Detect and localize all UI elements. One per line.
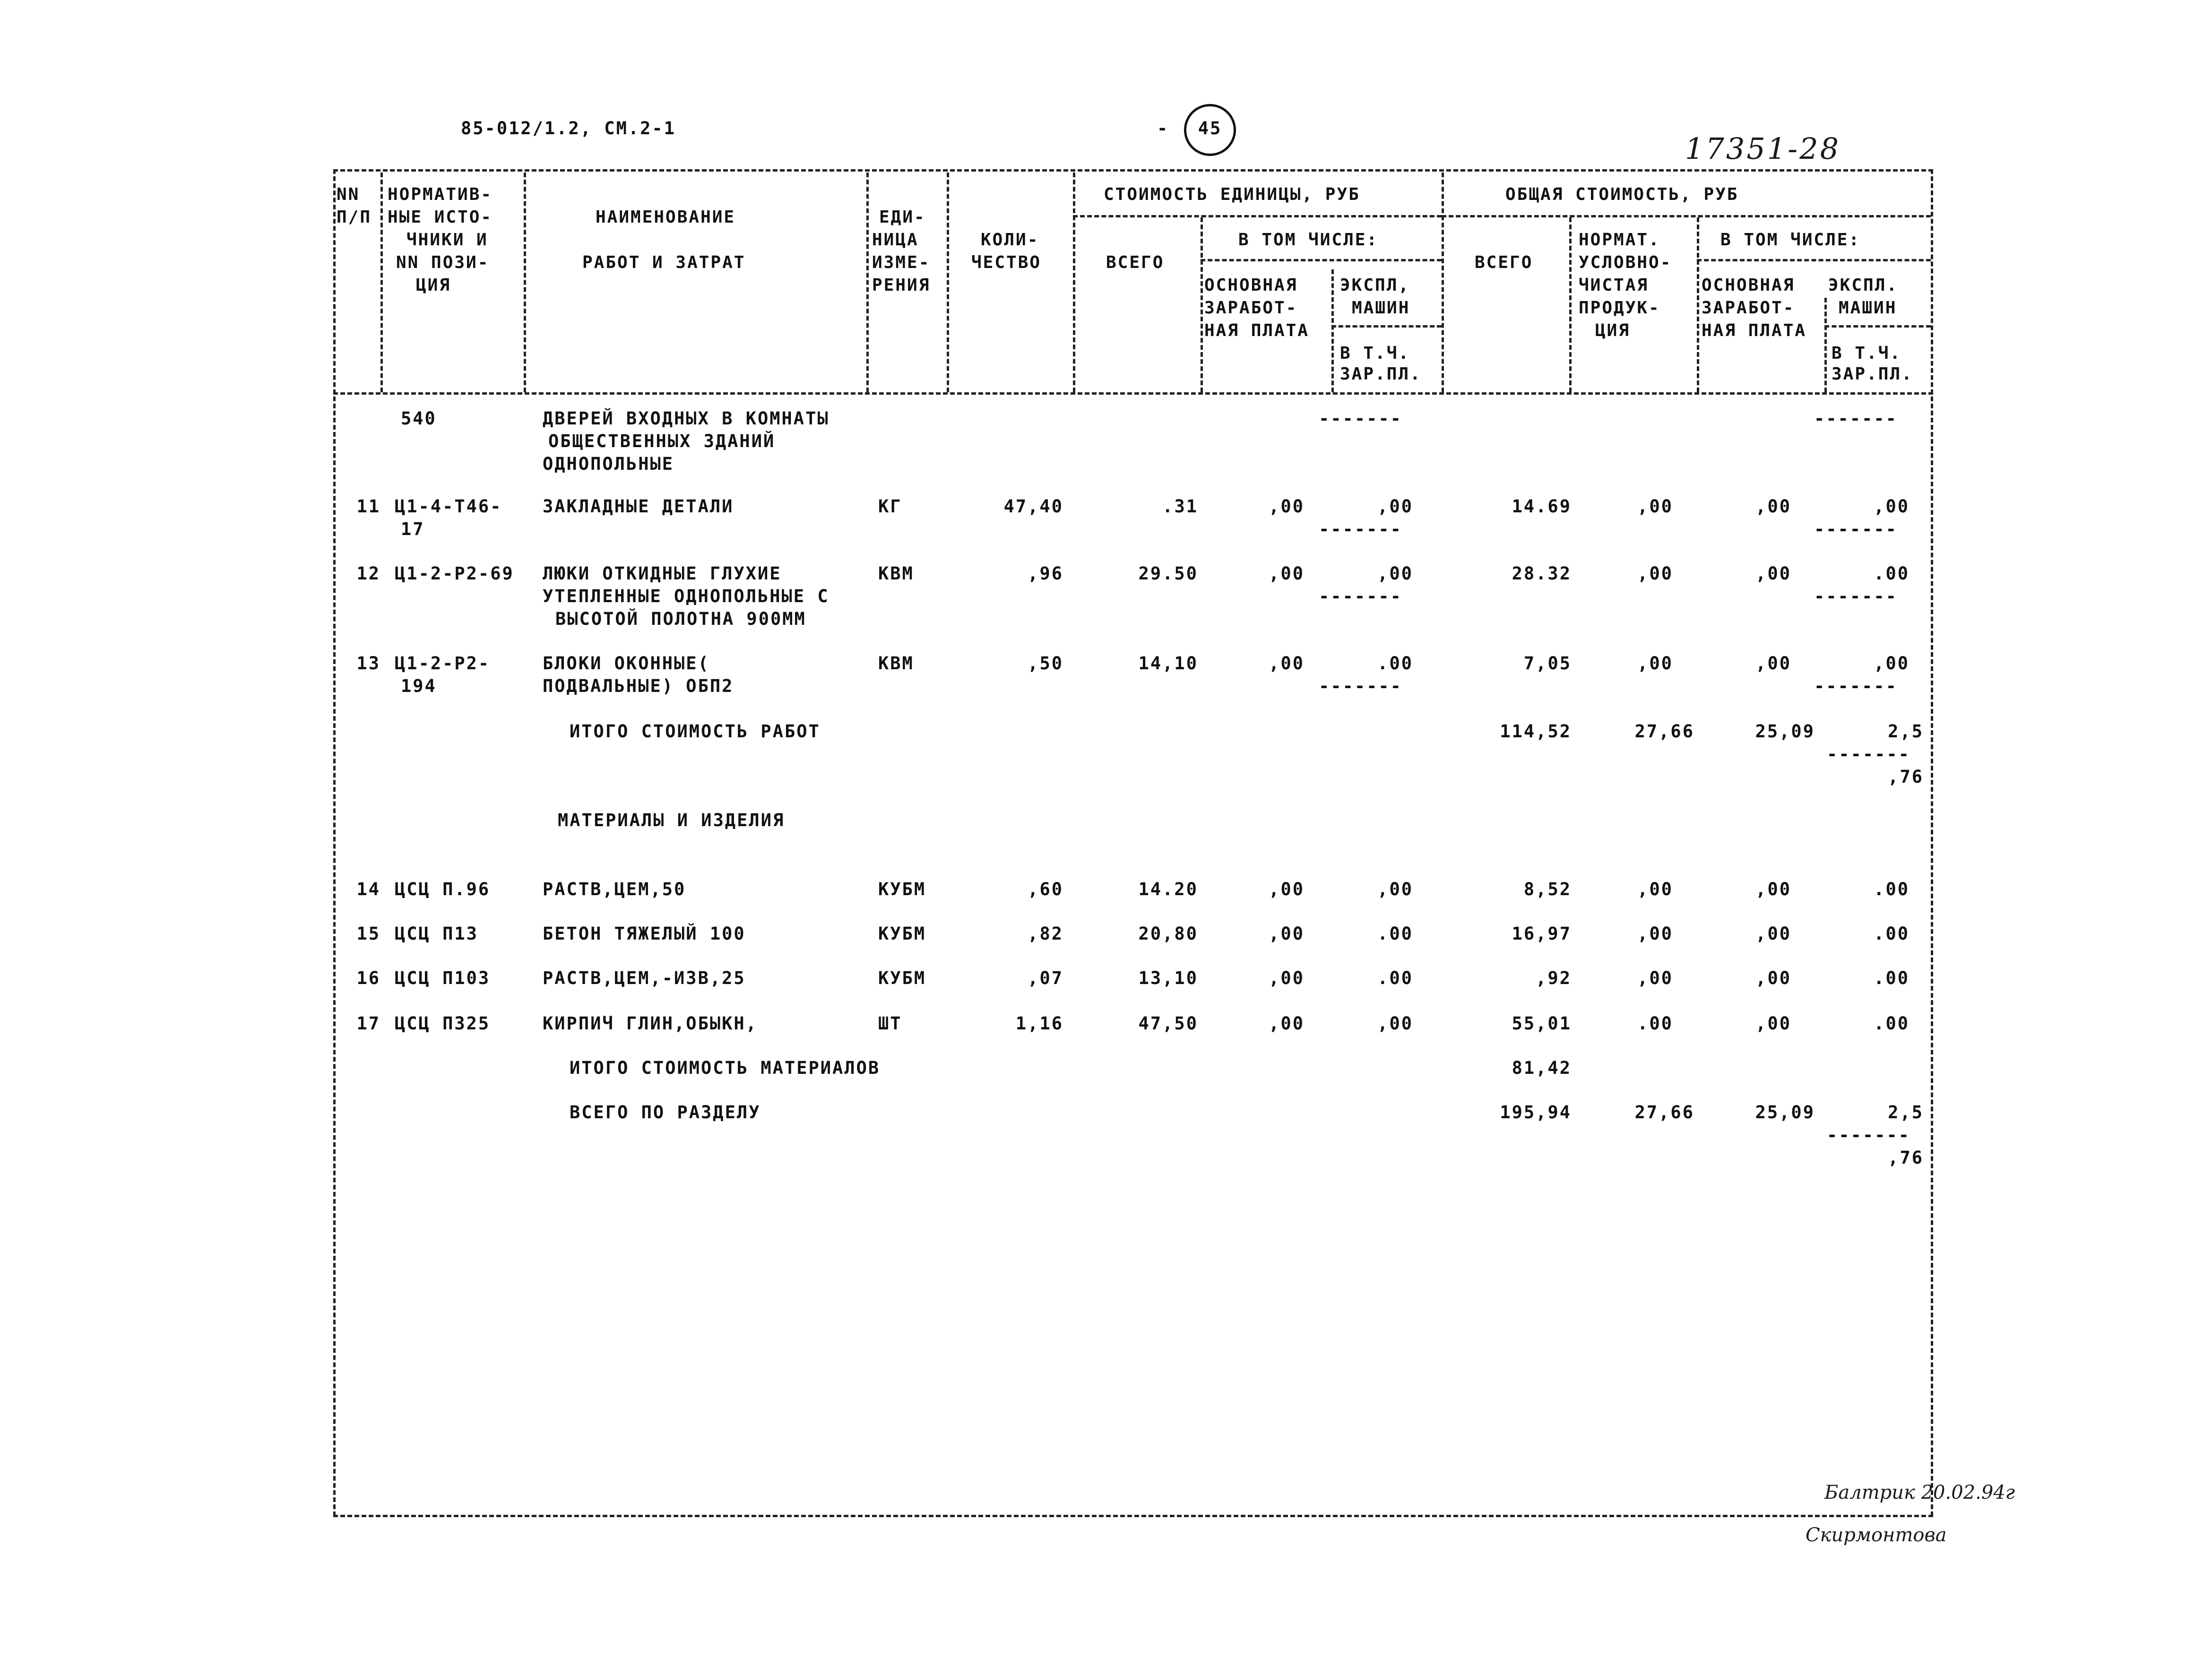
row-14-unit: КУБМ <box>878 879 926 899</box>
row-13-name: ПОДВАЛЬНЫЕ) ОБП2 <box>543 676 734 696</box>
row-15-zp2: ,00 <box>1755 924 1791 944</box>
row-12-zp2: ,00 <box>1755 563 1791 584</box>
row-16-total: ,92 <box>1536 968 1572 988</box>
col-sep <box>1569 217 1572 392</box>
col-sep <box>1824 298 1827 392</box>
col-normat: ЧИСТАЯ <box>1579 276 1649 295</box>
row-15-qty: ,82 <box>1028 924 1063 944</box>
row-12-zp: ,00 <box>1269 563 1305 584</box>
row-14-zp2: ,00 <box>1755 879 1791 899</box>
row-17-zp: ,00 <box>1269 1013 1305 1034</box>
col-qty: КОЛИ- <box>981 230 1039 250</box>
vsego-label: ВСЕГО ПО РАЗДЕЛУ <box>570 1102 761 1123</box>
row-15-nn: 15 <box>356 924 380 944</box>
row-16-zp2: ,00 <box>1755 968 1791 988</box>
col-name: НАИМЕНОВАНИЕ <box>596 207 736 227</box>
row-17-nn: 17 <box>356 1013 380 1034</box>
row-17-cost: 47,50 <box>1138 1013 1198 1034</box>
row-13-sub2: ------- <box>1814 676 1898 696</box>
col-unit-total: ВСЕГО <box>1106 253 1165 272</box>
row-16-normat: ,00 <box>1637 968 1673 988</box>
col-ekspl: МАШИН <box>1352 298 1410 318</box>
row-13-norm: Ц1-2-Р2- <box>395 653 491 674</box>
row-11-ek: ,00 <box>1377 496 1413 517</box>
row-17-ek2: .00 <box>1874 1013 1910 1034</box>
row-13-zp: ,00 <box>1269 653 1305 674</box>
row-11-name: ЗАКЛАДНЫЕ ДЕТАЛИ <box>543 496 734 517</box>
row-15-ek: .00 <box>1377 924 1413 944</box>
header-sub-line <box>1331 325 1442 328</box>
row-15-cost: 20,80 <box>1138 924 1198 944</box>
row-12-total: 28.32 <box>1512 563 1572 584</box>
col-osn-zarplata: ЗАРАБОТ- <box>1204 298 1298 318</box>
col-vtch2: В Т.Ч. <box>1832 344 1902 363</box>
col-sep <box>1442 173 1444 392</box>
col-incl2: В ТОМ ЧИСЛЕ: <box>1720 230 1861 250</box>
col-nn: П/П <box>337 207 372 227</box>
row-17-qty: 1,16 <box>1015 1013 1063 1034</box>
row-12-normat: ,00 <box>1637 563 1673 584</box>
itogo-rabot-label: ИТОГО СТОИМОСТЬ РАБОТ <box>570 721 821 742</box>
row-15-ek2: .00 <box>1874 924 1910 944</box>
vsego-normat: 27,66 <box>1634 1102 1694 1123</box>
col-osn-zarplata: ОСНОВНАЯ <box>1204 276 1298 295</box>
col-sep <box>1201 217 1203 392</box>
row-12-name: УТЕПЛЕННЫЕ ОДНОПОЛЬНЫЕ С <box>543 586 830 606</box>
row-17-total: 55,01 <box>1512 1013 1572 1034</box>
row-13-ek2: ,00 <box>1874 653 1910 674</box>
col-total-total: ВСЕГО <box>1475 253 1533 272</box>
col-qty: ЧЕСТВО <box>971 253 1042 272</box>
row-11-qty: 47,40 <box>1003 496 1063 517</box>
vsego-ek2: 2,5 <box>1888 1102 1924 1123</box>
col-norm: ЧНИКИ И <box>406 230 488 250</box>
row-13-unit: КВМ <box>878 653 914 674</box>
row-11-ek2: ,00 <box>1874 496 1910 517</box>
header-sub-line <box>1824 325 1931 328</box>
header-bottom-border <box>333 392 1933 395</box>
row-14-name: РАСТВ,ЦЕМ,50 <box>543 879 686 899</box>
col-norm: НЫЕ ИСТО- <box>388 207 493 227</box>
row-12-nn: 12 <box>356 563 380 584</box>
col-vtch: В Т.Ч. <box>1340 344 1410 363</box>
col-vtch2: ЗАР.ПЛ. <box>1832 364 1913 384</box>
col-unit: ИЗМЕ- <box>872 253 931 272</box>
col-vtch: ЗАР.ПЛ. <box>1340 364 1422 384</box>
col-ekspl2: ЭКСПЛ. <box>1828 276 1899 295</box>
col-ekspl: ЭКСПЛ, <box>1340 276 1410 295</box>
col-sep <box>524 173 526 392</box>
row-14-norm: ЦСЦ П.96 <box>395 879 491 899</box>
itogo-rabot-total: 114,52 <box>1500 721 1572 742</box>
itogo-rabot-ek2: 2,5 <box>1888 721 1924 742</box>
col-sep <box>866 173 869 392</box>
row-16-qty: ,07 <box>1028 968 1063 988</box>
document-code: 85-012/1.2, СМ.2-1 <box>461 118 676 138</box>
row-16-cost: 13,10 <box>1138 968 1198 988</box>
row-11-sub2: ------- <box>1814 519 1898 539</box>
row-15-unit: КУБМ <box>878 924 926 944</box>
row-13-total: 7,05 <box>1523 653 1572 674</box>
row-11-unit: КГ <box>878 496 902 517</box>
row-12-name: ЛЮКИ ОТКИДНЫЕ ГЛУХИЕ <box>543 563 782 584</box>
vsego-ek2b: ,76 <box>1888 1148 1924 1168</box>
table-bottom-border <box>333 1515 1933 1517</box>
itogo-mat-total: 81,42 <box>1512 1058 1572 1078</box>
col-sep <box>1073 173 1075 392</box>
signature-date: Балтрик 20.02.94г <box>1824 1482 2015 1503</box>
row-540-sub2: ------- <box>1814 408 1898 429</box>
signature-name: Скирмонтова <box>1806 1524 1947 1546</box>
row-14-ek2: .00 <box>1874 879 1910 899</box>
row-11-total: 14.69 <box>1512 496 1572 517</box>
table-right-border <box>1931 169 1933 1516</box>
row-540-code: 540 <box>401 408 437 429</box>
row-13-name: БЛОКИ ОКОННЫЕ( <box>543 653 710 674</box>
col-unit: НИЦА <box>872 230 919 250</box>
col-normat: ЦИЯ <box>1595 321 1631 340</box>
row-11-sub: ------- <box>1319 519 1402 539</box>
row-14-total: 8,52 <box>1523 879 1572 899</box>
row-14-zp: ,00 <box>1269 879 1305 899</box>
table-left-border <box>333 169 336 1516</box>
col-norm: ЦИЯ <box>416 276 451 295</box>
col-ekspl2: МАШИН <box>1839 298 1897 318</box>
col-osn-zarplata2: НАЯ ПЛАТА <box>1702 321 1807 340</box>
row-16-norm: ЦСЦ П103 <box>395 968 491 988</box>
row-16-nn: 16 <box>356 968 380 988</box>
row-12-sub2: ------- <box>1814 586 1898 606</box>
row-540-sub: ------- <box>1319 408 1402 429</box>
row-16-unit: КУБМ <box>878 968 926 988</box>
row-17-name: КИРПИЧ ГЛИН,ОБЫКН, <box>543 1013 758 1034</box>
row-12-ek2: .00 <box>1874 563 1910 584</box>
col-total-cost-title: ОБЩАЯ СТОИМОСТЬ, РУБ <box>1505 185 1739 204</box>
itogo-rabot-zp2: 25,09 <box>1755 721 1815 742</box>
row-540-name: ОБЩЕСТВЕННЫХ ЗДАНИЙ <box>548 431 776 451</box>
itogo-rabot-ek2b: ,76 <box>1888 767 1924 787</box>
col-sep <box>1331 269 1334 392</box>
col-name: РАБОТ И ЗАТРАТ <box>582 253 746 272</box>
row-11-zp2: ,00 <box>1755 496 1791 517</box>
row-12-sub: ------- <box>1319 586 1402 606</box>
header-sub-line <box>1073 215 1442 217</box>
col-norm: NN ПОЗИ- <box>396 253 490 272</box>
vsego-sub2: ------- <box>1827 1125 1910 1145</box>
row-11-zp: ,00 <box>1269 496 1305 517</box>
row-15-name: БЕТОН ТЯЖЕЛЫЙ 100 <box>543 924 746 944</box>
row-15-total: 16,97 <box>1512 924 1572 944</box>
row-11-norm: 17 <box>401 519 425 539</box>
vsego-total: 195,94 <box>1500 1102 1572 1123</box>
row-12-unit: КВМ <box>878 563 914 584</box>
col-unit-cost-title: СТОИМОСТЬ ЕДИНИЦЫ, РУБ <box>1104 185 1360 204</box>
row-11-normat: ,00 <box>1637 496 1673 517</box>
row-15-zp: ,00 <box>1269 924 1305 944</box>
col-unit: РЕНИЯ <box>872 276 931 295</box>
row-12-name: ВЫСОТОЙ ПОЛОТНА 900ММ <box>555 609 806 629</box>
row-16-name: РАСТВ,ЦЕМ,-ИЗВ,25 <box>543 968 746 988</box>
col-normat: УСЛОВНО- <box>1579 253 1672 272</box>
row-17-zp2: ,00 <box>1755 1013 1791 1034</box>
row-13-qty: ,50 <box>1028 653 1063 674</box>
col-norm: НОРМАТИВ- <box>388 185 493 204</box>
itogo-mat-label: ИТОГО СТОИМОСТЬ МАТЕРИАЛОВ <box>570 1058 881 1078</box>
document-number: 17351-28 <box>1685 131 1841 166</box>
materials-title: МАТЕРИАЛЫ И ИЗДЕЛИЯ <box>558 810 785 830</box>
row-13-cost: 14,10 <box>1138 653 1198 674</box>
row-540-name: ОДНОПОЛЬНЫЕ <box>543 454 674 474</box>
col-sep <box>947 173 949 392</box>
row-12-norm: Ц1-2-Р2-69 <box>395 563 514 584</box>
col-normat: НОРМАТ. <box>1579 230 1660 250</box>
row-17-normat: .00 <box>1637 1013 1673 1034</box>
row-16-zp: ,00 <box>1269 968 1305 988</box>
row-540-name: ДВЕРЕЙ ВХОДНЫХ В КОМНАТЫ <box>543 408 830 429</box>
row-14-ek: ,00 <box>1377 879 1413 899</box>
col-incl: В ТОМ ЧИСЛЕ: <box>1238 230 1379 250</box>
row-13-ek: .00 <box>1377 653 1413 674</box>
col-sep <box>380 173 383 392</box>
row-17-ek: ,00 <box>1377 1013 1413 1034</box>
row-15-normat: ,00 <box>1637 924 1673 944</box>
row-12-qty: ,96 <box>1028 563 1063 584</box>
row-14-qty: ,60 <box>1028 879 1063 899</box>
row-11-nn: 11 <box>356 496 380 517</box>
row-14-cost: 14.20 <box>1138 879 1198 899</box>
row-11-cost: .31 <box>1162 496 1198 517</box>
col-osn-zarplata2: ЗАРАБОТ- <box>1702 298 1795 318</box>
row-16-ek: .00 <box>1377 968 1413 988</box>
header-sub-line <box>1697 259 1931 261</box>
row-15-norm: ЦСЦ П13 <box>395 924 478 944</box>
col-normat: ПРОДУК- <box>1579 298 1660 318</box>
row-11-norm: Ц1-4-Т46- <box>395 496 502 517</box>
row-17-norm: ЦСЦ П325 <box>395 1013 491 1034</box>
row-12-cost: 29.50 <box>1138 563 1198 584</box>
header-sub-line <box>1201 259 1442 261</box>
row-14-normat: ,00 <box>1637 879 1673 899</box>
row-13-norm: 194 <box>401 676 437 696</box>
page-number: 45 <box>1198 118 1222 138</box>
table-top-border <box>333 169 1933 172</box>
row-16-ek2: .00 <box>1874 968 1910 988</box>
col-nn: NN <box>337 185 360 204</box>
col-sep <box>1697 217 1699 392</box>
vsego-zp2: 25,09 <box>1755 1102 1815 1123</box>
row-12-ek: ,00 <box>1377 563 1413 584</box>
row-17-unit: ШТ <box>878 1013 902 1034</box>
header-sub-line <box>1442 215 1931 217</box>
row-13-sub: ------- <box>1319 676 1402 696</box>
page-dash: - <box>1157 118 1169 138</box>
col-osn-zarplata2: ОСНОВНАЯ <box>1702 276 1795 295</box>
row-13-zp2: ,00 <box>1755 653 1791 674</box>
row-13-nn: 13 <box>356 653 380 674</box>
col-osn-zarplata: НАЯ ПЛАТА <box>1204 321 1310 340</box>
itogo-rabot-sub2: ------- <box>1827 744 1910 764</box>
row-13-normat: ,00 <box>1637 653 1673 674</box>
col-unit: ЕДИ- <box>879 207 926 227</box>
itogo-rabot-normat: 27,66 <box>1634 721 1694 742</box>
row-14-nn: 14 <box>356 879 380 899</box>
